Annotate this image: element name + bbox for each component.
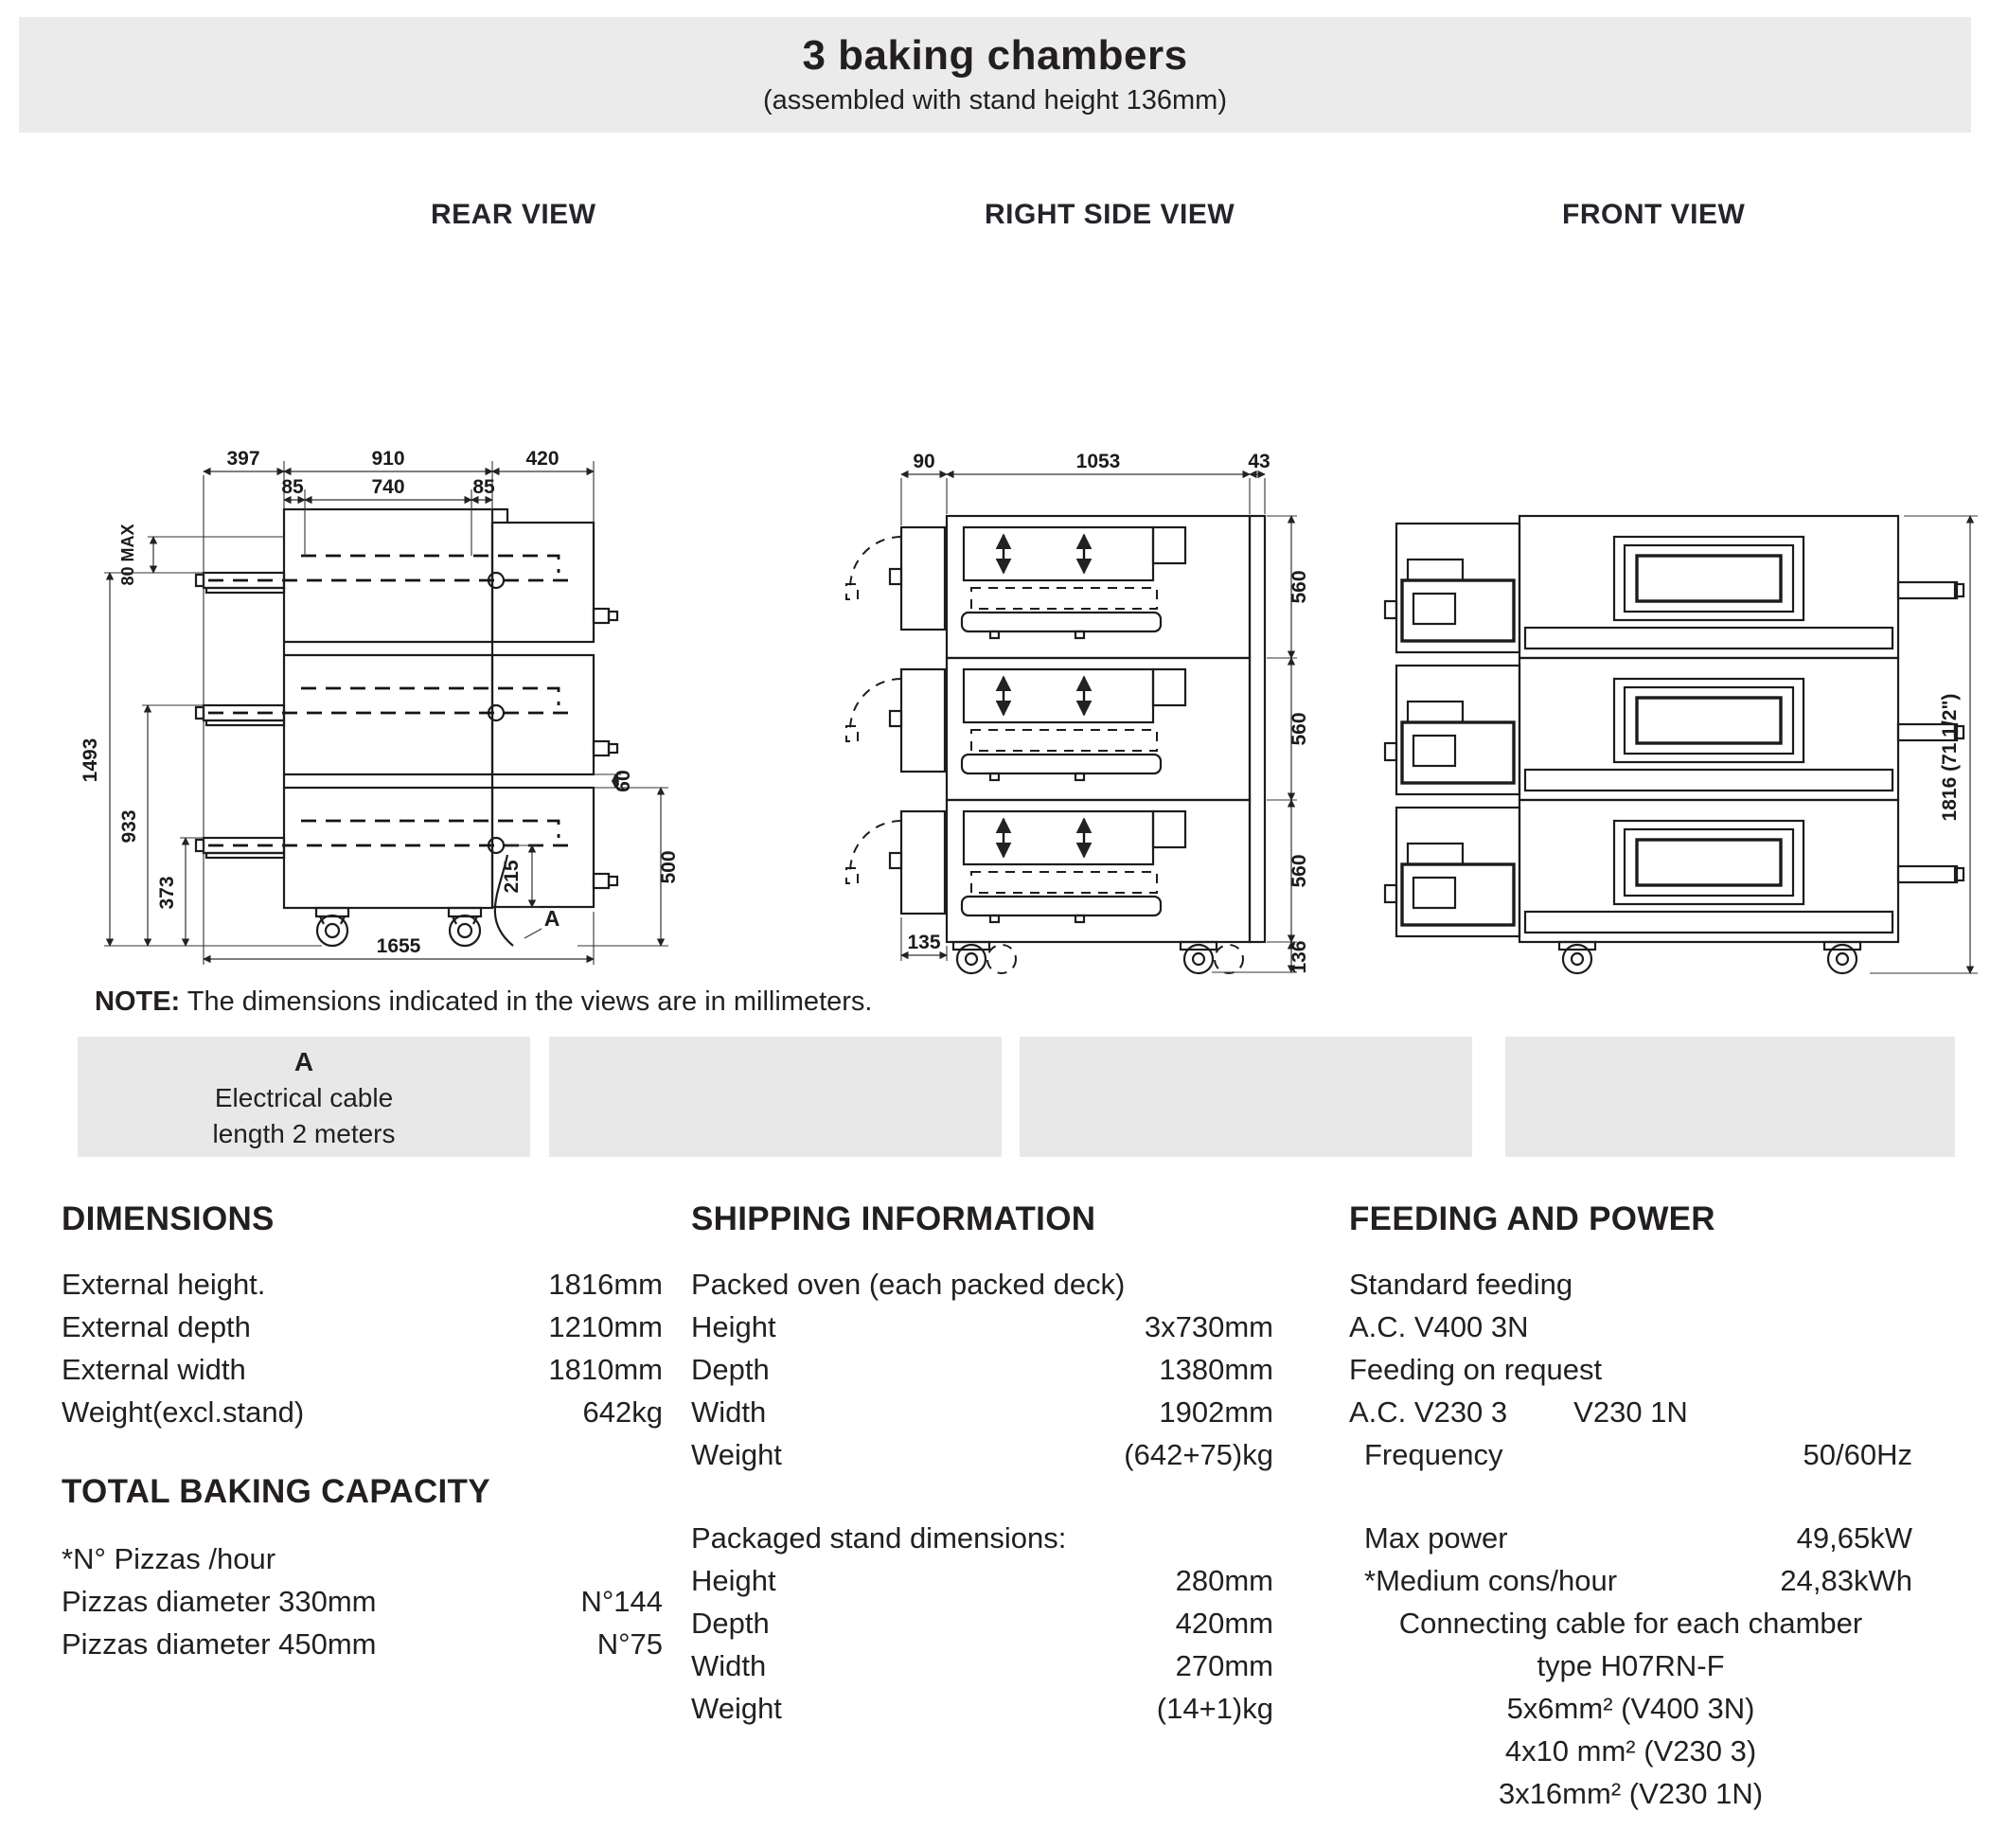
rear-dim-1655: 1655 [376,935,421,957]
rear-dimension-lines [110,471,661,959]
rear-dim-420: 420 [525,448,560,470]
power-v230-1n: V230 1N [1573,1395,1688,1429]
power-v400: A.C. V400 3N [1349,1310,1529,1343]
side-dim-1053: 1053 [1075,451,1121,472]
front-caster [1559,942,1595,973]
caster-wheel [316,908,348,946]
side-deck [846,516,1250,658]
rear-dim-397: 397 [226,448,260,470]
power-row-frequency [1349,1433,1912,1476]
spec-value: N°144 [580,1585,663,1618]
cable-ref-label: A [543,906,560,931]
header-band [19,17,1971,133]
spec-label: Width [691,1395,767,1429]
front-view-title: FRONT VIEW [1562,199,1746,230]
power-feeding-on-request: Feeding on request [1349,1353,1603,1386]
shipping-section [691,1200,1273,1730]
front-dim-1816: 1816 (71 1/2") [1939,693,1961,822]
packed-row-height [691,1306,1273,1348]
spec-value: 1902mm [1159,1395,1273,1429]
spec-value: (642+75)kg [1124,1438,1273,1471]
stand-row-width [691,1644,1273,1687]
legend-box-empty-1 [549,1037,1002,1157]
spec-label: *Medium cons/hour [1364,1564,1618,1597]
side-dim-43: 43 [1248,451,1270,472]
caster-wheel-2 [449,908,481,946]
power-section [1349,1200,1912,1815]
spec-value: 3x730mm [1144,1310,1273,1343]
rear-deck-3 [196,788,617,907]
packed-oven-title: Packed oven (each packed deck) [691,1268,1126,1301]
spec-value: 420mm [1175,1607,1273,1640]
side-dim-560-1: 560 [1288,570,1310,604]
stand-row-height [691,1559,1273,1602]
spec-label: Weight(excl.stand) [62,1395,305,1429]
packed-row-depth [691,1348,1273,1391]
cable-line-3: 5x6mm² (V400 3N) [1506,1692,1755,1725]
power-row-medium-cons [1349,1559,1912,1602]
spec-label: Pizzas diameter 330mm [62,1585,377,1618]
note [95,986,872,1018]
spec-label: Depth [691,1607,770,1640]
page-subtitle: (assembled with stand height 136mm) [762,85,1227,116]
stand-title: Packaged stand dimensions: [691,1521,1067,1555]
dimensions-heading: DIMENSIONS [62,1200,275,1237]
legend-box-empty-2 [1020,1037,1472,1157]
legend-box-empty-3 [1505,1037,1955,1157]
rear-deck-2 [196,655,617,774]
cable-line-5: 3x16mm² (V230 1N) [1498,1777,1764,1810]
rear-dim-910: 910 [371,448,405,470]
capacity-heading: TOTAL BAKING CAPACITY [62,1473,490,1510]
stand-row-weight [691,1687,1273,1730]
rear-dim-85-left: 85 [281,476,304,498]
capacity-row-450 [62,1623,663,1665]
cable-line-2: type H07RN-F [1537,1649,1725,1682]
spec-label: Width [691,1649,767,1682]
spec-row-weight [62,1391,663,1433]
rear-deck [196,523,617,642]
capacity-note: *N° Pizzas /hour [62,1542,276,1575]
front-deck-2 [1385,658,1963,800]
spec-value: 280mm [1175,1564,1273,1597]
spec-row-external-height [62,1263,663,1306]
rear-dim-373: 373 [156,876,178,910]
spec-row-external-width [62,1348,663,1391]
cable-line-1: Connecting cable for each chamber [1398,1607,1863,1640]
rear-view-title: REAR VIEW [431,199,596,230]
spec-label: Weight [691,1438,782,1471]
side-dim-90: 90 [913,451,935,472]
spec-label: Weight [691,1692,782,1725]
spec-value: N°75 [596,1627,663,1661]
side-dim-560-3: 560 [1288,854,1310,888]
side-deck-3 [846,800,1250,942]
side-witness-lines [901,478,1297,972]
spec-value: 270mm [1175,1649,1273,1682]
side-caster [953,942,1016,973]
spec-value: 1380mm [1159,1353,1273,1386]
shipping-heading: SHIPPING INFORMATION [691,1200,1096,1237]
rear-deck-dashed-belt-3 [208,821,574,845]
spec-label: Max power [1364,1521,1508,1555]
packed-row-width [691,1391,1273,1433]
spec-label: Frequency [1364,1438,1503,1471]
legend-ref: A [293,1047,314,1076]
packed-row-weight [691,1433,1273,1476]
rear-main-body [284,509,507,908]
spec-value: 24,83kWh [1780,1564,1912,1597]
front-view-drawing [1340,241,1983,980]
rear-deck-dashed-belt [208,556,574,580]
side-dim-136: 136 [1288,940,1310,974]
spec-label: Depth [691,1353,770,1386]
right-side-view-drawing [843,241,1316,980]
power-v230-3: A.C. V230 3 [1349,1395,1508,1429]
spec-value: 49,65kW [1796,1521,1912,1555]
rear-dim-85-right: 85 [472,476,495,498]
spec-value: (14+1)kg [1156,1692,1273,1725]
spec-row-external-depth [62,1306,663,1348]
spec-label: External width [62,1353,246,1386]
note-label: NOTE: [95,986,181,1017]
spec-label: External depth [62,1310,251,1343]
rear-dim-500: 500 [658,850,680,884]
rear-dim-740: 740 [371,476,405,498]
rear-dim-933: 933 [118,809,140,844]
spec-value: 642kg [582,1395,663,1429]
power-standard-feeding: Standard feeding [1349,1268,1573,1301]
stand-row-depth [691,1602,1273,1644]
power-heading: FEEDING AND POWER [1349,1200,1715,1237]
side-dim-560-2: 560 [1288,712,1310,746]
rear-dim-215: 215 [501,860,523,894]
rear-dim-80max: 80 MAX [118,524,137,586]
spec-label: Height [691,1564,776,1597]
spec-value: 1210mm [548,1310,663,1343]
note-text: The dimensions indicated in the views are in millimeters. [187,986,873,1017]
cable-leader-line [524,929,542,938]
side-caster-2 [1181,942,1243,973]
spec-value: 50/60Hz [1803,1438,1912,1471]
front-caster-2 [1824,942,1860,973]
right-side-view-title: RIGHT SIDE VIEW [985,199,1235,230]
page-title: 3 baking chambers [802,32,1188,79]
spec-label: Pizzas diameter 450mm [62,1627,377,1661]
side-dim-135: 135 [907,932,941,953]
rear-view-drawing [47,241,748,980]
rear-dim-1493: 1493 [80,737,101,783]
capacity-row-330 [62,1580,663,1623]
legend-line-1: Electrical cable [214,1083,394,1112]
rear-deck-dashed-belt-2 [208,688,574,713]
spec-label: Height [691,1310,776,1343]
front-deck-3 [1385,800,1963,942]
power-row-max-power [1349,1517,1912,1559]
spec-value: 1816mm [548,1268,663,1301]
dimensions-section [62,1200,663,1665]
spec-label: External height. [62,1268,266,1301]
rear-dim-60: 60 [613,770,634,792]
side-back-panel [1250,516,1265,942]
legend-line-2: length 2 meters [212,1119,396,1148]
power-v230-pair [1349,1391,1912,1433]
spec-value: 1810mm [548,1353,663,1386]
legend-box-electrical-cable [78,1037,530,1157]
front-deck [1385,516,1963,658]
cable-line-4: 4x10 mm² (V230 3) [1504,1734,1757,1768]
side-deck-2 [846,658,1250,800]
